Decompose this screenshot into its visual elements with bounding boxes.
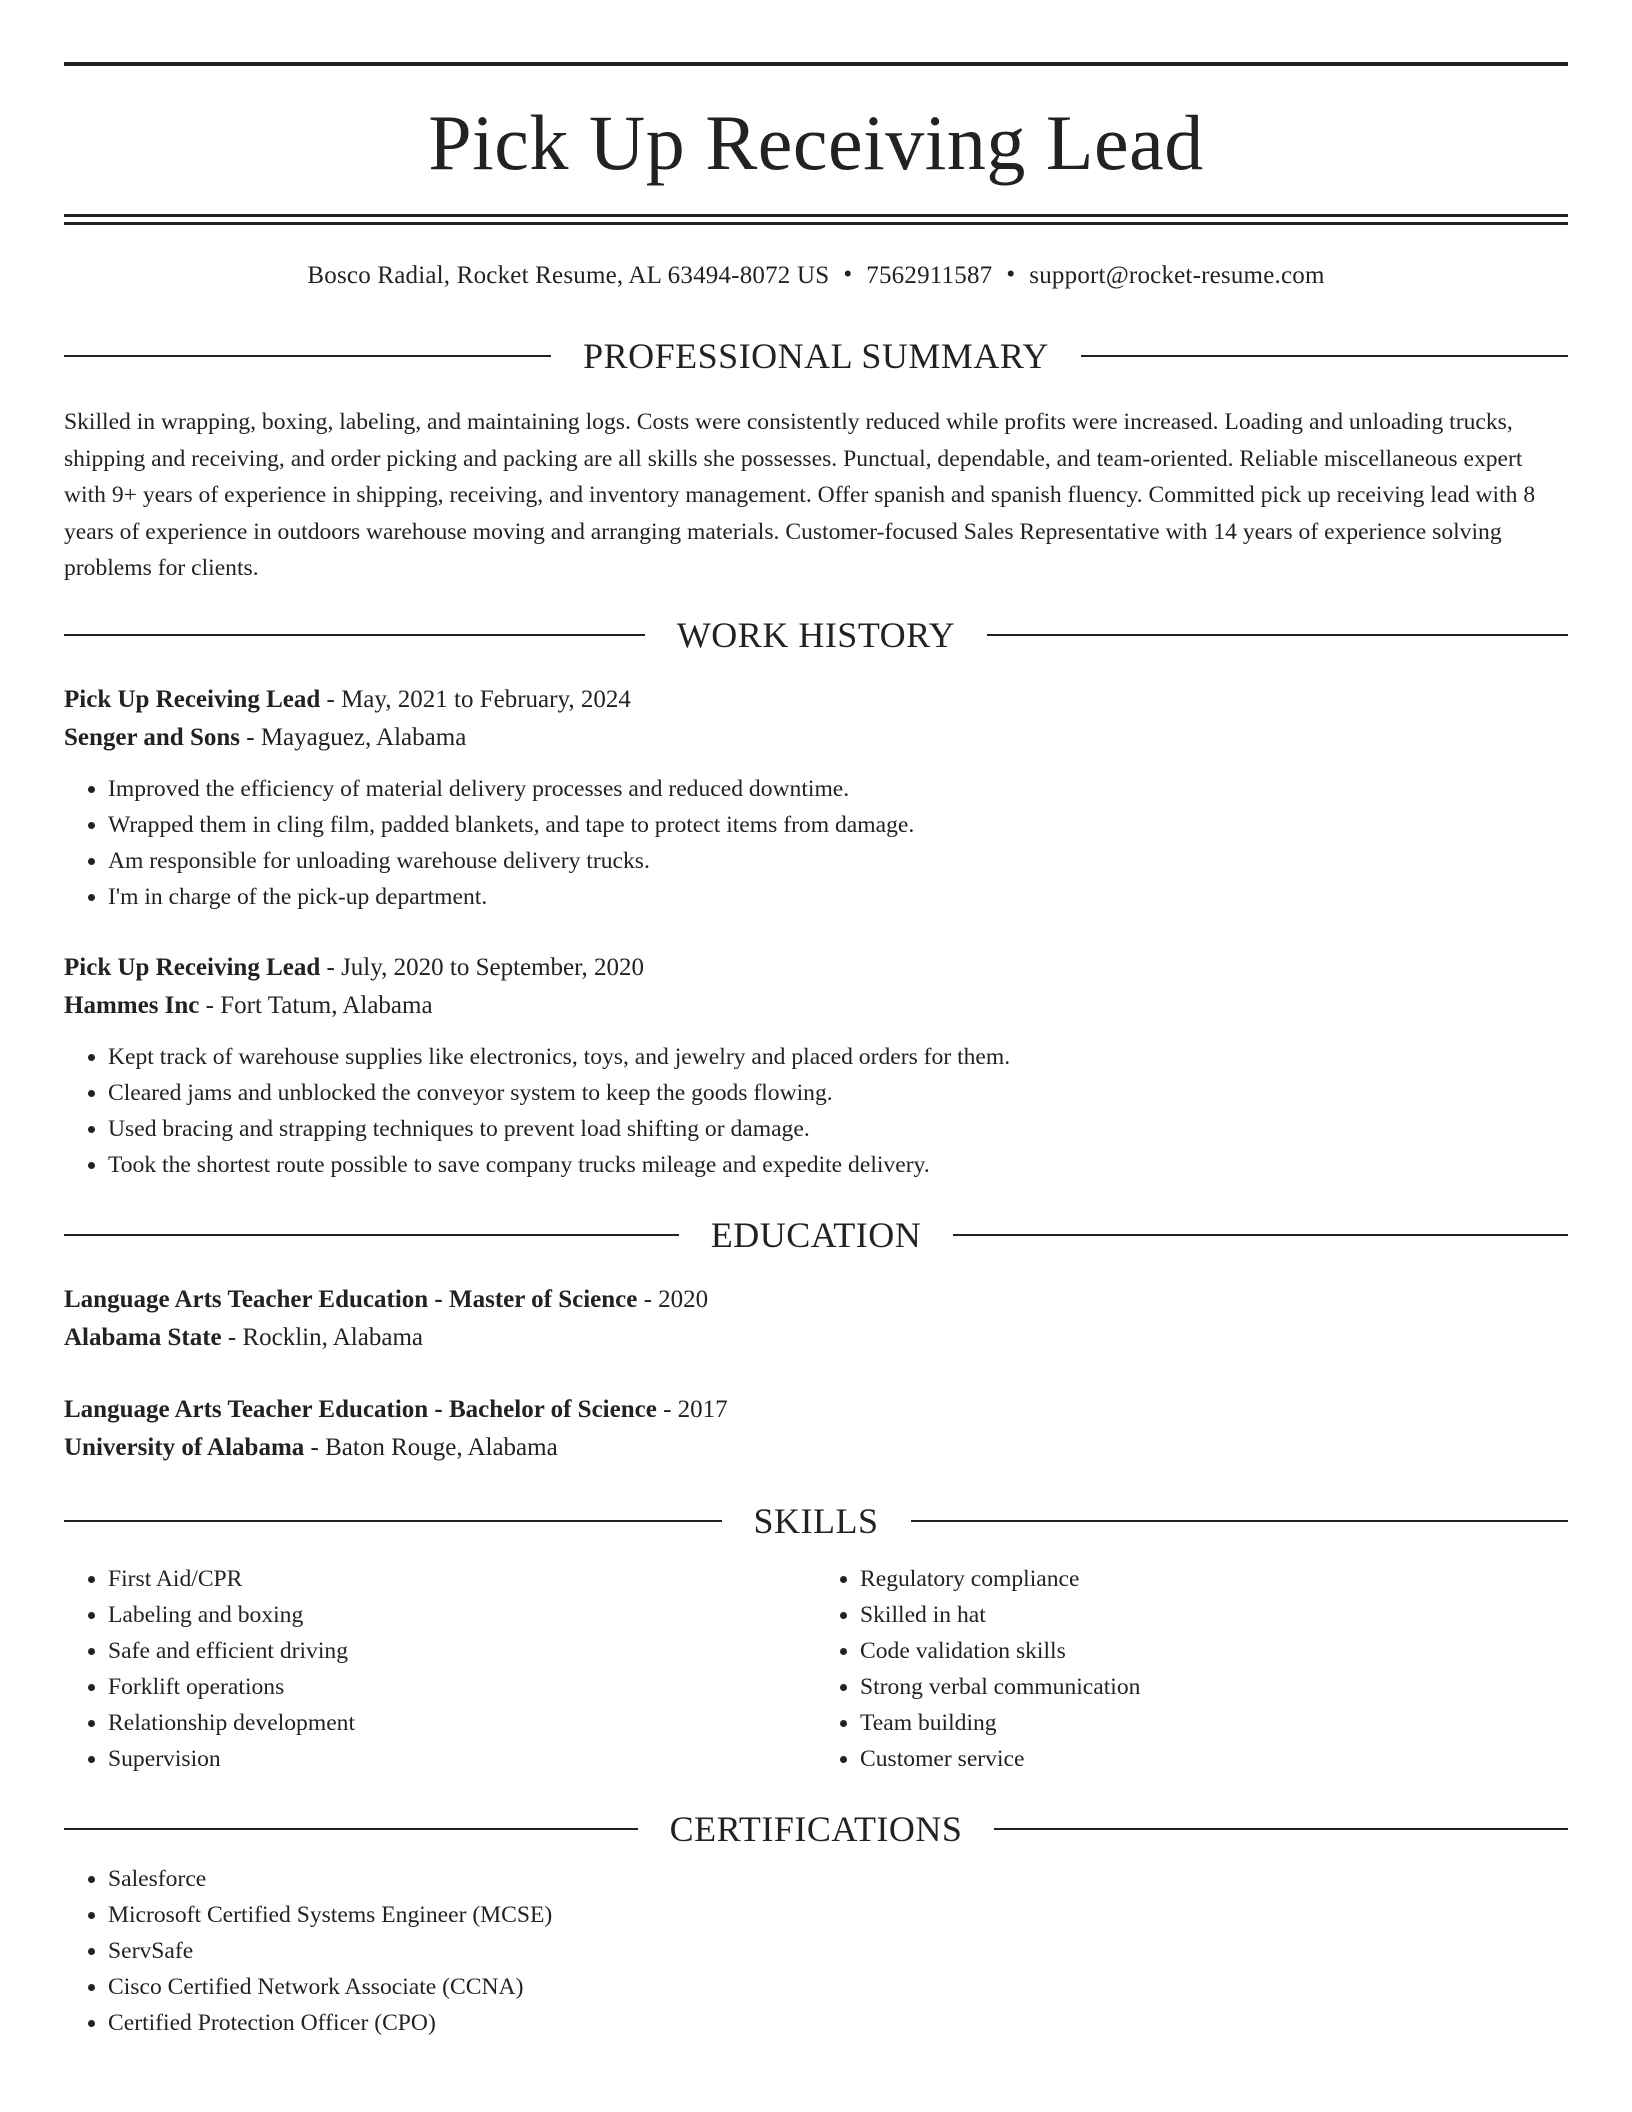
skill-item: • Strong verbal communication — [860, 1669, 1568, 1705]
skill-item: • First Aid/CPR — [108, 1561, 816, 1597]
heading-rule-left — [64, 355, 551, 357]
job-bullets — [64, 1039, 1568, 1183]
skills-grid — [64, 1561, 1568, 1777]
education-school: University of Alabama — [64, 1433, 305, 1461]
job-company-line — [64, 987, 1568, 1025]
certification-item: • Cisco Certified Network Associate (CCNA) — [108, 1969, 1568, 2005]
job-company: Senger and Sons — [64, 723, 240, 751]
skill-item: • Skilled in hat — [860, 1597, 1568, 1633]
education-year: - 2017 — [656, 1395, 728, 1423]
skill-item: • Labeling and boxing — [108, 1597, 816, 1633]
job-title-line — [64, 681, 1568, 719]
certification-item: • Microsoft Certified Systems Engineer (MCSE) — [108, 1897, 1568, 1933]
education-location: - Baton Rouge, Alabama — [304, 1433, 558, 1461]
section-title: SKILLS — [753, 1500, 879, 1541]
skill-item: • Team building — [860, 1705, 1568, 1741]
contact-phone: 7562911587 — [866, 262, 993, 289]
skills-column-right — [816, 1561, 1568, 1777]
certification-item: • Certified Protection Officer (CPO) — [108, 2005, 1568, 2041]
list-item: • Kept track of warehouse supplies like electronics, toys, and jewelry and placed orders for them. — [108, 1039, 1568, 1075]
list-item: • Improved the efficiency of material delivery processes and reduced downtime. — [108, 771, 1568, 807]
education-degree-line — [64, 1391, 1568, 1429]
resume-title: Pick Up Receiving Lead — [428, 99, 1204, 186]
certifications-list — [64, 1861, 1568, 2041]
section-heading-summary — [64, 338, 1568, 374]
education-location: - Rocklin, Alabama — [221, 1323, 423, 1351]
section-title: PROFESSIONAL SUMMARY — [583, 336, 1049, 376]
job-title: Pick Up Receiving Lead — [64, 685, 321, 713]
heading-rule-left — [64, 1234, 679, 1236]
certification-item: • Salesforce — [108, 1861, 1568, 1897]
skill-item: • Regulatory compliance — [860, 1561, 1568, 1597]
education-degree-line — [64, 1281, 1568, 1319]
heading-rule-right — [911, 1520, 1569, 1522]
job-company-line — [64, 719, 1568, 757]
section-title: WORK HISTORY — [676, 614, 956, 655]
job-location: - Fort Tatum, Alabama — [199, 991, 433, 1019]
job-dates: - July, 2020 to September, 2020 — [320, 953, 644, 981]
contact-separator: • — [1006, 261, 1016, 288]
list-item: • Took the shortest route possible to save company trucks mileage and expedite delivery. — [108, 1147, 1568, 1183]
contact-email: support@rocket-resume.com — [1029, 262, 1325, 289]
job-entry — [64, 681, 1568, 915]
skills-column-left — [64, 1561, 816, 1777]
education-entry — [64, 1281, 1568, 1357]
skill-item: • Relationship development — [108, 1705, 816, 1741]
job-title: Pick Up Receiving Lead — [64, 953, 321, 981]
section-heading-work — [64, 614, 1568, 655]
list-item: • I'm in charge of the pick-up department. — [108, 879, 1568, 915]
list-item: • Cleared jams and unblocked the conveyor system to keep the goods flowing. — [108, 1075, 1568, 1111]
list-item: • Wrapped them in cling film, padded blankets, and tape to protect items from damage. — [108, 807, 1568, 843]
heading-rule-right — [953, 1234, 1568, 1236]
top-rule — [64, 62, 1568, 66]
skill-item: • Forklift operations — [108, 1669, 816, 1705]
skill-item: • Code validation skills — [860, 1633, 1568, 1669]
education-school-line — [64, 1429, 1568, 1467]
list-item: • Used bracing and strapping techniques to prevent load shifting or damage. — [108, 1111, 1568, 1147]
job-bullets — [64, 771, 1568, 915]
resume-page — [64, 0, 1568, 2041]
section-title: CERTIFICATIONS — [669, 1808, 963, 1849]
heading-rule-left — [64, 1520, 722, 1522]
education-school-line — [64, 1319, 1568, 1357]
contact-address: Bosco Radial, Rocket Resume, AL 63494-8072 US — [307, 262, 830, 289]
heading-rule-right — [1081, 355, 1568, 357]
skill-item: • Safe and efficient driving — [108, 1633, 816, 1669]
education-degree: Language Arts Teacher Education - Bachelor of Science — [64, 1395, 657, 1423]
job-entry — [64, 949, 1568, 1183]
education-entry — [64, 1391, 1568, 1467]
job-dates: - May, 2021 to February, 2024 — [320, 685, 631, 713]
contact-line — [64, 263, 1568, 288]
job-title-line — [64, 949, 1568, 987]
double-rule — [64, 214, 1568, 225]
education-year: - 2020 — [637, 1285, 709, 1313]
skill-item: • Supervision — [108, 1741, 816, 1777]
heading-rule-left — [64, 1828, 638, 1830]
contact-separator: • — [843, 261, 853, 288]
education-degree: Language Arts Teacher Education - Master of Science — [64, 1285, 638, 1313]
list-item: • Am responsible for unloading warehouse delivery trucks. — [108, 843, 1568, 879]
heading-rule-right — [994, 1828, 1568, 1830]
summary-text: Skilled in wrapping, boxing, labeling, and maintaining logs. Costs were consistently reduced while profits were increased. Loading and unloading trucks, shipping and receiving, and order picking and packing are all skills she possesses. Punctual, dependable, and team-oriented. Reliable miscellaneous expert with 9+ years of experience in shipping, receiving, and inventory management. Offer spanish and spanish fluency. Committed pick up receiving lead with 8 years of experience in outdoors warehouse moving and arranging materials. Customer-focused Sales Representative with 14 years of experience solving problems for clients. — [64, 409, 1536, 581]
job-company: Hammes Inc — [64, 991, 200, 1019]
section-heading-skills — [64, 1500, 1568, 1541]
section-heading-certifications — [64, 1808, 1568, 1849]
section-title: EDUCATION — [710, 1214, 922, 1255]
heading-rule-left — [64, 634, 645, 636]
heading-rule-right — [987, 634, 1568, 636]
job-location: - Mayaguez, Alabama — [240, 723, 467, 751]
education-school: Alabama State — [64, 1323, 222, 1351]
section-heading-education — [64, 1214, 1568, 1255]
certification-item: • ServSafe — [108, 1933, 1568, 1969]
skill-item: • Customer service — [860, 1741, 1568, 1777]
